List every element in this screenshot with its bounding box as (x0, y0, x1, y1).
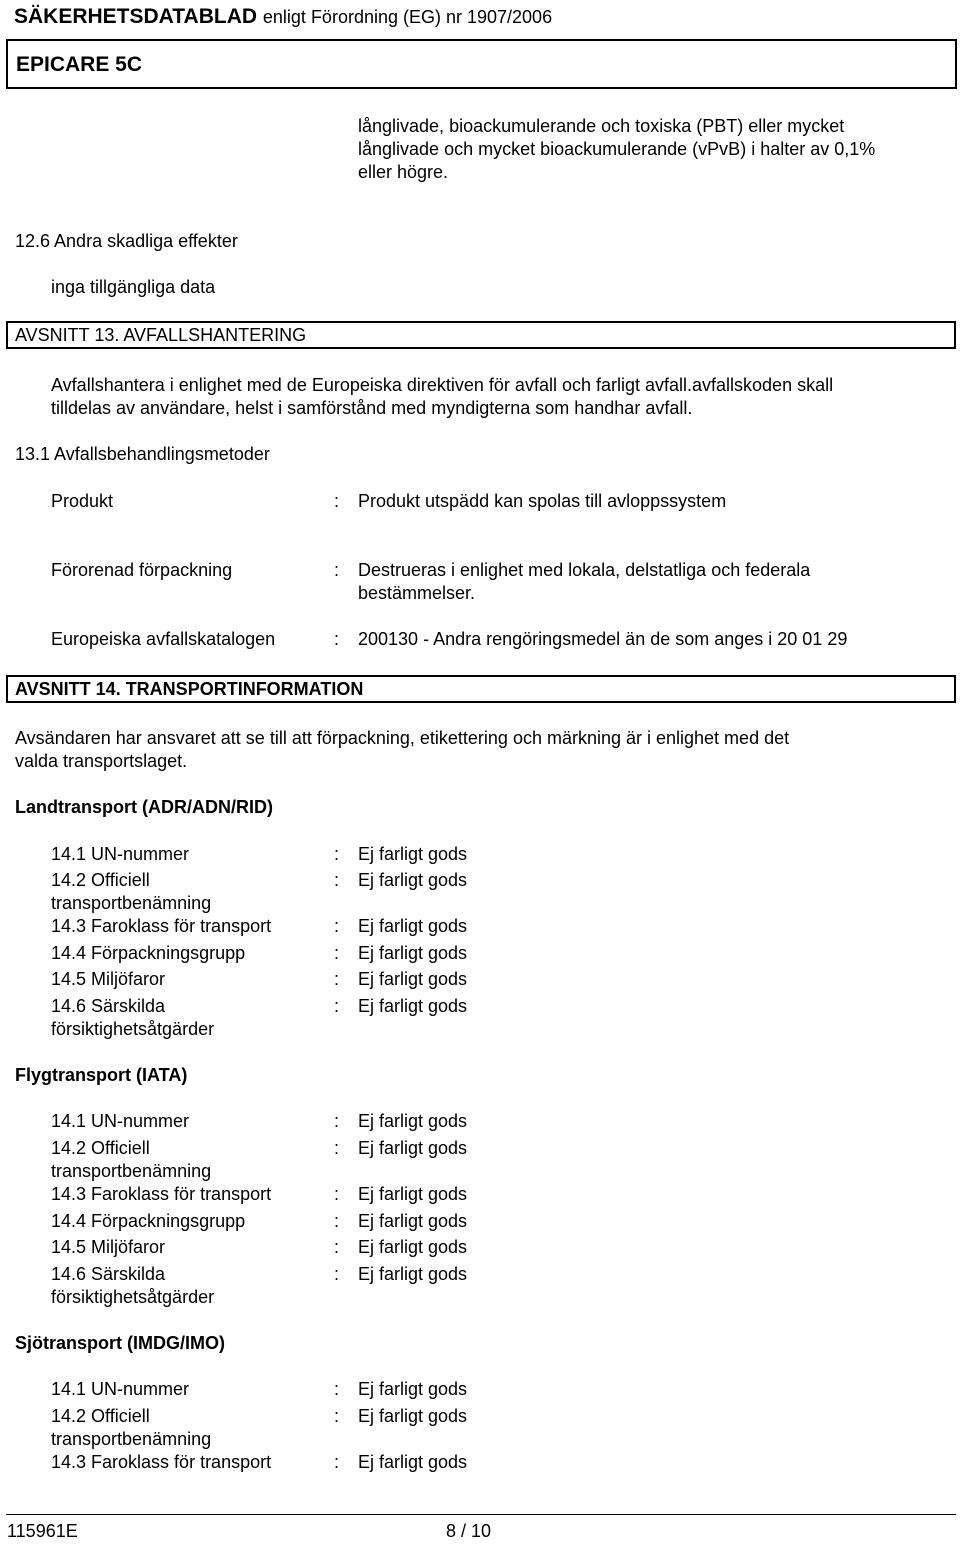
footer-page-number: 8 / 10 (446, 1521, 492, 1541)
section-14-header (6, 675, 956, 703)
waste-row-value: 200130 - Andra rengöringsmedel än de som anges i 20 01 29 (358, 629, 848, 649)
transport-intro-line-1: Avsändaren har ansvaret att se till att förpackning, etikettering och märkning är i enlighet med det (15, 728, 790, 748)
land-row-colon: : (334, 969, 340, 989)
land-row-colon: : (334, 870, 340, 890)
air-row-label: 14.5 Miljöfaror (51, 1237, 166, 1257)
footer-document-id: 115961E (7, 1521, 78, 1541)
sea-row-colon: : (334, 1452, 340, 1472)
air-row-value: Ej farligt gods (358, 1138, 468, 1158)
waste-row-colon: : (334, 491, 340, 511)
document-title-main: SÄKERHETSDATABLAD (14, 5, 258, 28)
air-row-label: 14.3 Faroklass för transport (51, 1184, 272, 1204)
sea-row-value: Ej farligt gods (358, 1452, 468, 1472)
sea-row-value: Ej farligt gods (358, 1379, 468, 1399)
waste-row-colon: : (334, 560, 340, 580)
air-row-label: 14.4 Förpackningsgrupp (51, 1211, 246, 1231)
section-13-header (6, 321, 956, 349)
waste-row-value: Produkt utspädd kan spolas till avloppssystem (358, 491, 727, 511)
product-name: EPICARE 5C (16, 53, 143, 76)
air-row-colon: : (334, 1264, 340, 1284)
land-row-value: Ej farligt gods (358, 870, 468, 890)
land-row-label: 14.4 Förpackningsgrupp (51, 943, 246, 963)
land-row-value: Ej farligt gods (358, 996, 468, 1016)
waste-row-colon: : (334, 629, 340, 649)
sea-transport-heading: Sjötransport (IMDG/IMO) (15, 1333, 225, 1353)
sea-row-label: 14.3 Faroklass för transport (51, 1452, 272, 1472)
land-transport-heading: Landtransport (ADR/ADN/RID) (15, 797, 273, 817)
pbt-text-line-3: eller högre. (358, 162, 449, 182)
document-title (14, 3, 552, 31)
air-row-label-cont: transportbenämning (51, 1161, 212, 1181)
air-row-value: Ej farligt gods (358, 1237, 468, 1257)
sea-row-value: Ej farligt gods (358, 1406, 468, 1426)
section-14-title: AVSNITT 14. TRANSPORTINFORMATION (15, 679, 364, 699)
subsection-heading-13-1: 13.1 Avfallsbehandlingsmetoder (15, 444, 270, 464)
waste-row-value: Destrueras i enlighet med lokala, delstatliga och federala (358, 560, 811, 580)
air-row-colon: : (334, 1211, 340, 1231)
product-name-box (6, 39, 957, 89)
land-row-colon: : (334, 844, 340, 864)
air-row-colon: : (334, 1138, 340, 1158)
land-row-value: Ej farligt gods (358, 844, 468, 864)
footer-divider (6, 1514, 956, 1515)
pbt-text-line-2: långlivade och mycket bioackumulerande (vPvB) i halter av 0,1% (358, 139, 876, 159)
sea-row-colon: : (334, 1406, 340, 1426)
air-row-value: Ej farligt gods (358, 1111, 468, 1131)
subsection-heading-12-6: 12.6 Andra skadliga effekter (15, 231, 238, 251)
sea-row-colon: : (334, 1379, 340, 1399)
sea-row-label-cont: transportbenämning (51, 1429, 212, 1449)
land-row-label-cont: transportbenämning (51, 893, 212, 913)
land-row-label: 14.1 UN-nummer (51, 844, 190, 864)
land-row-value: Ej farligt gods (358, 916, 468, 936)
land-row-label: 14.6 Särskilda (51, 996, 166, 1016)
land-row-value: Ej farligt gods (358, 969, 468, 989)
air-row-colon: : (334, 1237, 340, 1257)
land-row-colon: : (334, 916, 340, 936)
air-row-label-cont: försiktighetsåtgärder (51, 1287, 215, 1307)
land-row-label: 14.3 Faroklass för transport (51, 916, 272, 936)
sea-row-label: 14.2 Officiell (51, 1406, 150, 1426)
other-effects-text: inga tillgängliga data (51, 277, 216, 297)
air-row-colon: : (334, 1111, 340, 1131)
waste-intro-line-1: Avfallshantera i enlighet med de Europeiska direktiven för avfall och farligt avfall.avfallskoden skall (51, 375, 834, 395)
air-row-value: Ej farligt gods (358, 1184, 468, 1204)
waste-row-label: Förorenad förpackning (51, 560, 233, 580)
document-title-regulation: enligt Förordning (EG) nr 1907/2006 (262, 7, 553, 27)
waste-intro-line-2: tilldelas av användare, helst i samförstånd med myndigterna som handhar avfall. (51, 398, 693, 418)
land-row-colon: : (334, 943, 340, 963)
air-row-label: 14.1 UN-nummer (51, 1111, 190, 1131)
land-row-label: 14.2 Officiell (51, 870, 150, 890)
air-row-colon: : (334, 1184, 340, 1204)
air-row-label: 14.2 Officiell (51, 1138, 150, 1158)
air-row-value: Ej farligt gods (358, 1264, 468, 1284)
land-row-label-cont: försiktighetsåtgärder (51, 1019, 215, 1039)
land-row-colon: : (334, 996, 340, 1016)
waste-row-label: Produkt (51, 491, 114, 511)
waste-row-label: Europeiska avfallskatalogen (51, 629, 276, 649)
land-row-value: Ej farligt gods (358, 943, 468, 963)
transport-intro-line-2: valda transportslaget. (15, 751, 188, 771)
waste-row-value-cont: bestämmelser. (358, 583, 476, 603)
section-13-title: AVSNITT 13. AVFALLSHANTERING (15, 325, 307, 345)
pbt-text-line-1: långlivade, bioackumulerande och toxiska (PBT) eller mycket (358, 116, 845, 136)
air-row-value: Ej farligt gods (358, 1211, 468, 1231)
land-row-label: 14.5 Miljöfaror (51, 969, 166, 989)
air-transport-heading: Flygtransport (IATA) (15, 1065, 188, 1085)
sea-row-label: 14.1 UN-nummer (51, 1379, 190, 1399)
air-row-label: 14.6 Särskilda (51, 1264, 166, 1284)
